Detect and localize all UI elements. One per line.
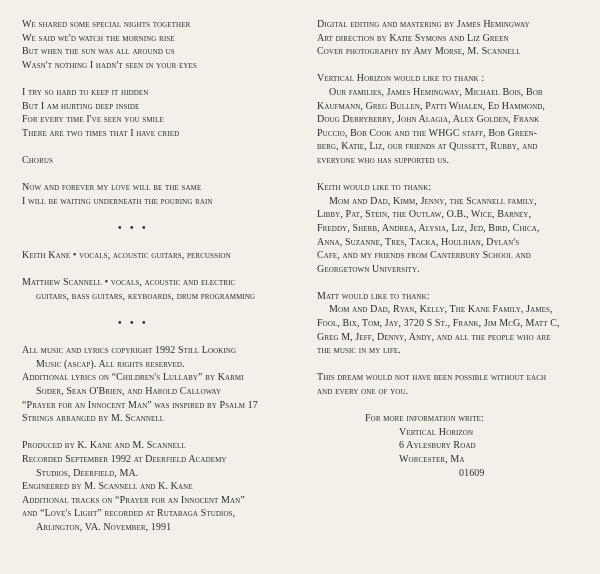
lyric-line: We said we'd watch the morning rise [22,32,175,44]
production-line: Engineered by M. Scannell and K. Kane [22,481,193,493]
lyric-line: Now and forever my love will be the same [22,182,202,194]
keith-thanks-body [317,195,592,277]
credit-matthew-cont: guitars, bass guitars, keyboards, drum programming [36,290,256,302]
thanks-line: Libby, Pat, Stein, the Outlaw, O.B., Wice, Barney, [317,209,532,221]
thanks-line: Puccio, Bob Cook and the WHGC staff, Bob Green- [317,127,538,139]
thanks-line: berg, Katie, Liz, our friends at Quissett, Rubby, and [317,141,538,153]
production-line: Recorded September 1992 at Deerfield Academy [22,454,227,465]
copyright-line: Additional lyrics on “Children's Lullaby” by Karmi [22,372,244,384]
copyright-line: Soder, Sean O'Brien, and Harold Calloway [36,386,222,398]
verse-2 [22,86,312,140]
thanks-line: Anna, Suzanne, Tres, Tacka, Houlihan, Dylan's [317,236,520,248]
lyric-line: For every time I've seen you smile [22,114,164,126]
keith-thanks-heading: Keith would like to thank: [317,182,432,194]
credit-keith: Keith Kane • vocals, acoustic guitars, percussion [22,250,231,262]
production-line: Arlington, VA. November, 1991 [36,521,172,533]
right-column [317,18,592,480]
thanks-line: Freddy, Sherb, Andrea, Alysia, Liz, Jed, Bird, Chica, [317,222,540,234]
dream-line: and every one of you. [317,386,409,398]
thanks-line: Doug Derryberry, John Alagia, Alex Golden, Frank [317,114,540,126]
section-divider: • • • [118,222,149,234]
thanks-line: Mom and Dad, Kimm, Jenny, the Scannell family, [329,195,537,207]
thanks-line: the music in my life. [317,345,401,357]
thanks-line: Cafe, and my friends from Canterbury School and [317,250,531,262]
verse-3 [22,181,312,208]
address-line: 6 Aylesbury Road [399,440,476,452]
verse-1 [22,18,312,72]
thanks-line: Kaufmann, Greg Bullen, Patti Whalen, Ed Hammond, [317,100,545,112]
thanks-line: everyone who has supported us. [317,154,450,166]
production-line: Studios, Deerfield, MA. [36,467,139,479]
lyric-line: We shared some special nights together [22,19,191,30]
thanks-line: Georgetown University. [317,263,420,275]
lyric-line: But when the sun was all around us [22,46,175,58]
left-column [22,18,312,535]
chorus-label: Chorus [22,154,53,166]
matt-thanks-heading: Matt would like to thank: [317,290,430,302]
info-heading: For more information write: [365,413,484,425]
copyright-line: “Prayer for an Innocent Man” was inspired by Psalm 17 [22,399,258,411]
vh-thanks-body [317,86,592,168]
address-line: 01609 [459,467,485,479]
thanks-line: Our families, James Hemingway, Michael Bois, Bob [329,86,543,98]
credit-matthew: Matthew Scannell • vocals, acoustic and electric [22,277,236,289]
production-block [22,439,312,534]
address-line: Worcester, Ma [399,454,465,465]
dream-line: This dream would not have been possible without each [317,372,547,384]
credit-line: Digital editing and mastering by James Hemingway [317,19,530,30]
lyric-line: There are two times that I have cried [22,127,180,139]
copyright-line: Strings arranged by M. Scannell [22,413,165,425]
art-credits [317,18,592,59]
lyric-line: Wasn't nothing I hadn't seen in your eyes [22,59,197,71]
copyright-line: Music (ascap). All rights reserved. [36,358,185,370]
thanks-line: Fool, Bix, Tom, Jay, 3720 S St., Frank, Jim McG, Matt C, [317,318,560,330]
address-line: Vertical Horizon [399,426,474,438]
lyric-line: I try so hard to keep it hidden [22,86,149,98]
credit-line: Art direction by Katie Symons and Liz Green [317,32,509,44]
lyric-line: But I am hurting deep inside [22,100,140,112]
copyright-line: All music and lyrics copyright 1992 Still Looking [22,345,237,357]
dream-statement [317,371,592,398]
thanks-line: Greg M, Jeff, Denny, Andy, and all the people who are [317,331,551,343]
production-line: Produced by K. Kane and M. Scannell [22,440,186,452]
matt-thanks-body [317,303,592,357]
production-line: and “Love's Light” recorded at Rutabaga Studios, [22,508,236,520]
vh-thanks-heading: Vertical Horizon would like to thank : [317,73,485,85]
lyric-line: I will be waiting underneath the pouring rain [22,195,213,207]
credit-line: Cover photography by Amy Morse, M. Scannell [317,46,521,58]
section-divider: • • • [118,318,149,330]
copyright-block [22,344,312,426]
mailing-address [317,426,592,480]
thanks-line: Mom and Dad, Ryan, Kelly, The Kane Family, James, [329,304,553,316]
production-line: Additional tracks on “Prayer for an Innocent Man” [22,494,245,506]
